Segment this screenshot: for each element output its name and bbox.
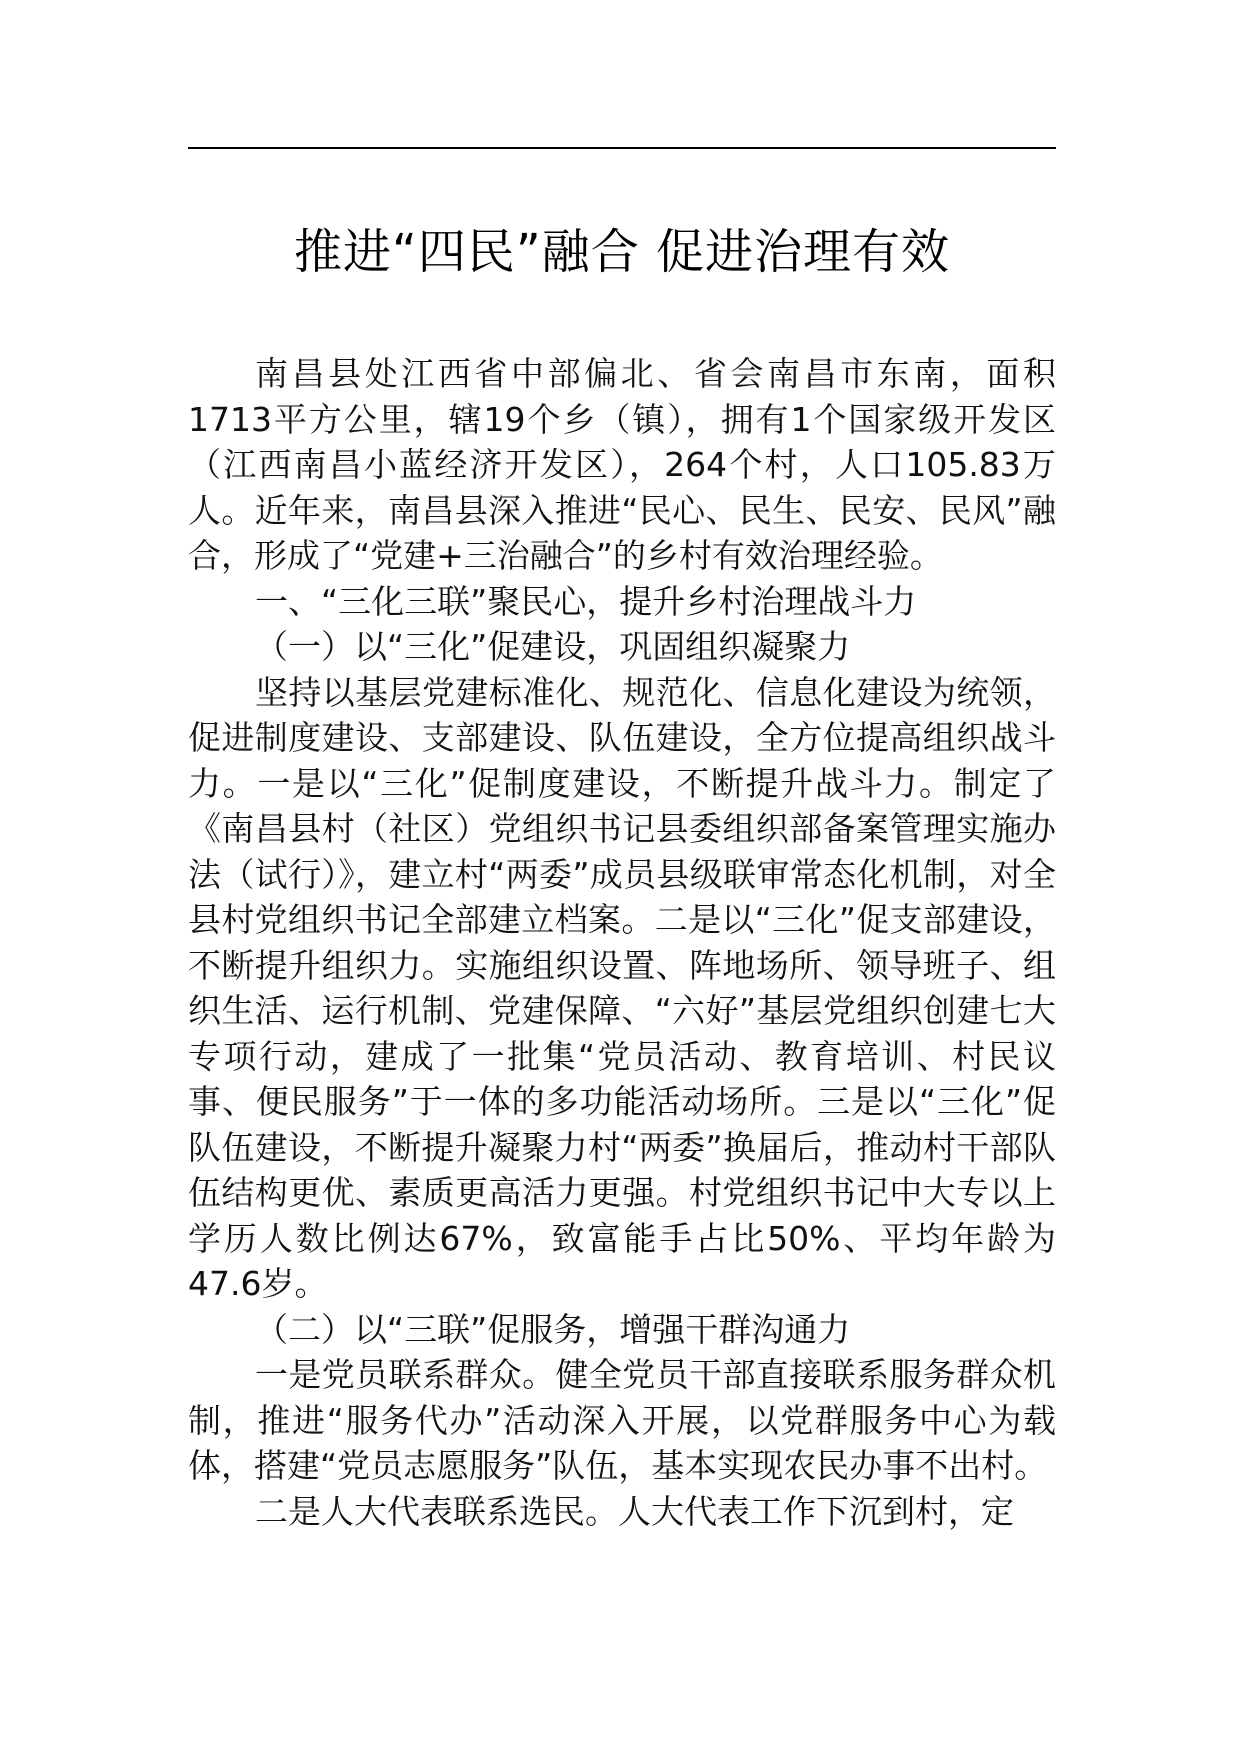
paragraph-party-members: 一是党员联系群众。健全党员干部直接联系服务群众机制，推进“服务代办”活动深入开展，以党群服务中心为载体，搭建“党员志愿服务”队伍，基本实现农民办事不出村。: [188, 1355, 1056, 1485]
document-body: [188, 351, 1056, 1534]
section-heading-1: 一、“三化三联”聚民心，提升乡村治理战斗力: [255, 581, 917, 621]
subsection-heading-1: （一）以“三化”促建设，巩固组织凝聚力: [255, 627, 851, 666]
document-title: 推进“四民”融合 促进治理有效: [294, 224, 950, 280]
paragraph-intro: 南昌县处江西省中部偏北、省会南昌市东南，面积1713平方公里，辖19个乡（镇），拥有1个国家级开发区（江西南昌小蓝经济开发区），264个村，人口105.83万人。近年来，南昌县深入推进“民心、民生、民安、民风”融合，形成了“党建+三治融合”的乡村有效治理经验。: [188, 354, 1056, 575]
paragraph-deputies: 二是人大代表联系选民。人大代表工作下沉到村，定: [255, 1491, 1014, 1531]
paragraph-organization: 坚持以基层党建标准化、规范化、信息化建设为统领，促进制度建设、支部建设、队伍建设，全方位提高组织战斗力。一是以“三化”促制度建设，不断提升战斗力。制定了《南昌县村（社区）党组织书记县委组织部备案管理实施办法（试行）》，建立村“两委”成员县级联审常态化机制，对全县村党组织书记全部建立档案。二是以“三化”促支部建设，不断提升组织力。实施组织设置、阵地场所、领导班子、组织生活、运行机制、党建保障、“六好”基层党组织创建七大专项行动，建成了一批集“党员活动、教育培训、村民议事、便民服务”于一体的多功能活动场所。三是以“三化”促队伍建设，不断提升凝聚力村“两委”换届后，推动村干部队伍结构更优、素质更高活力更强。村党组织书记中大专以上学历人数比例达67%，致富能手占比50%、平均年龄为47.6岁。: [188, 672, 1056, 1303]
header-rule: [188, 147, 1056, 149]
subsection-heading-2: （二）以“三联”促服务，增强干群沟通力: [255, 1309, 851, 1349]
